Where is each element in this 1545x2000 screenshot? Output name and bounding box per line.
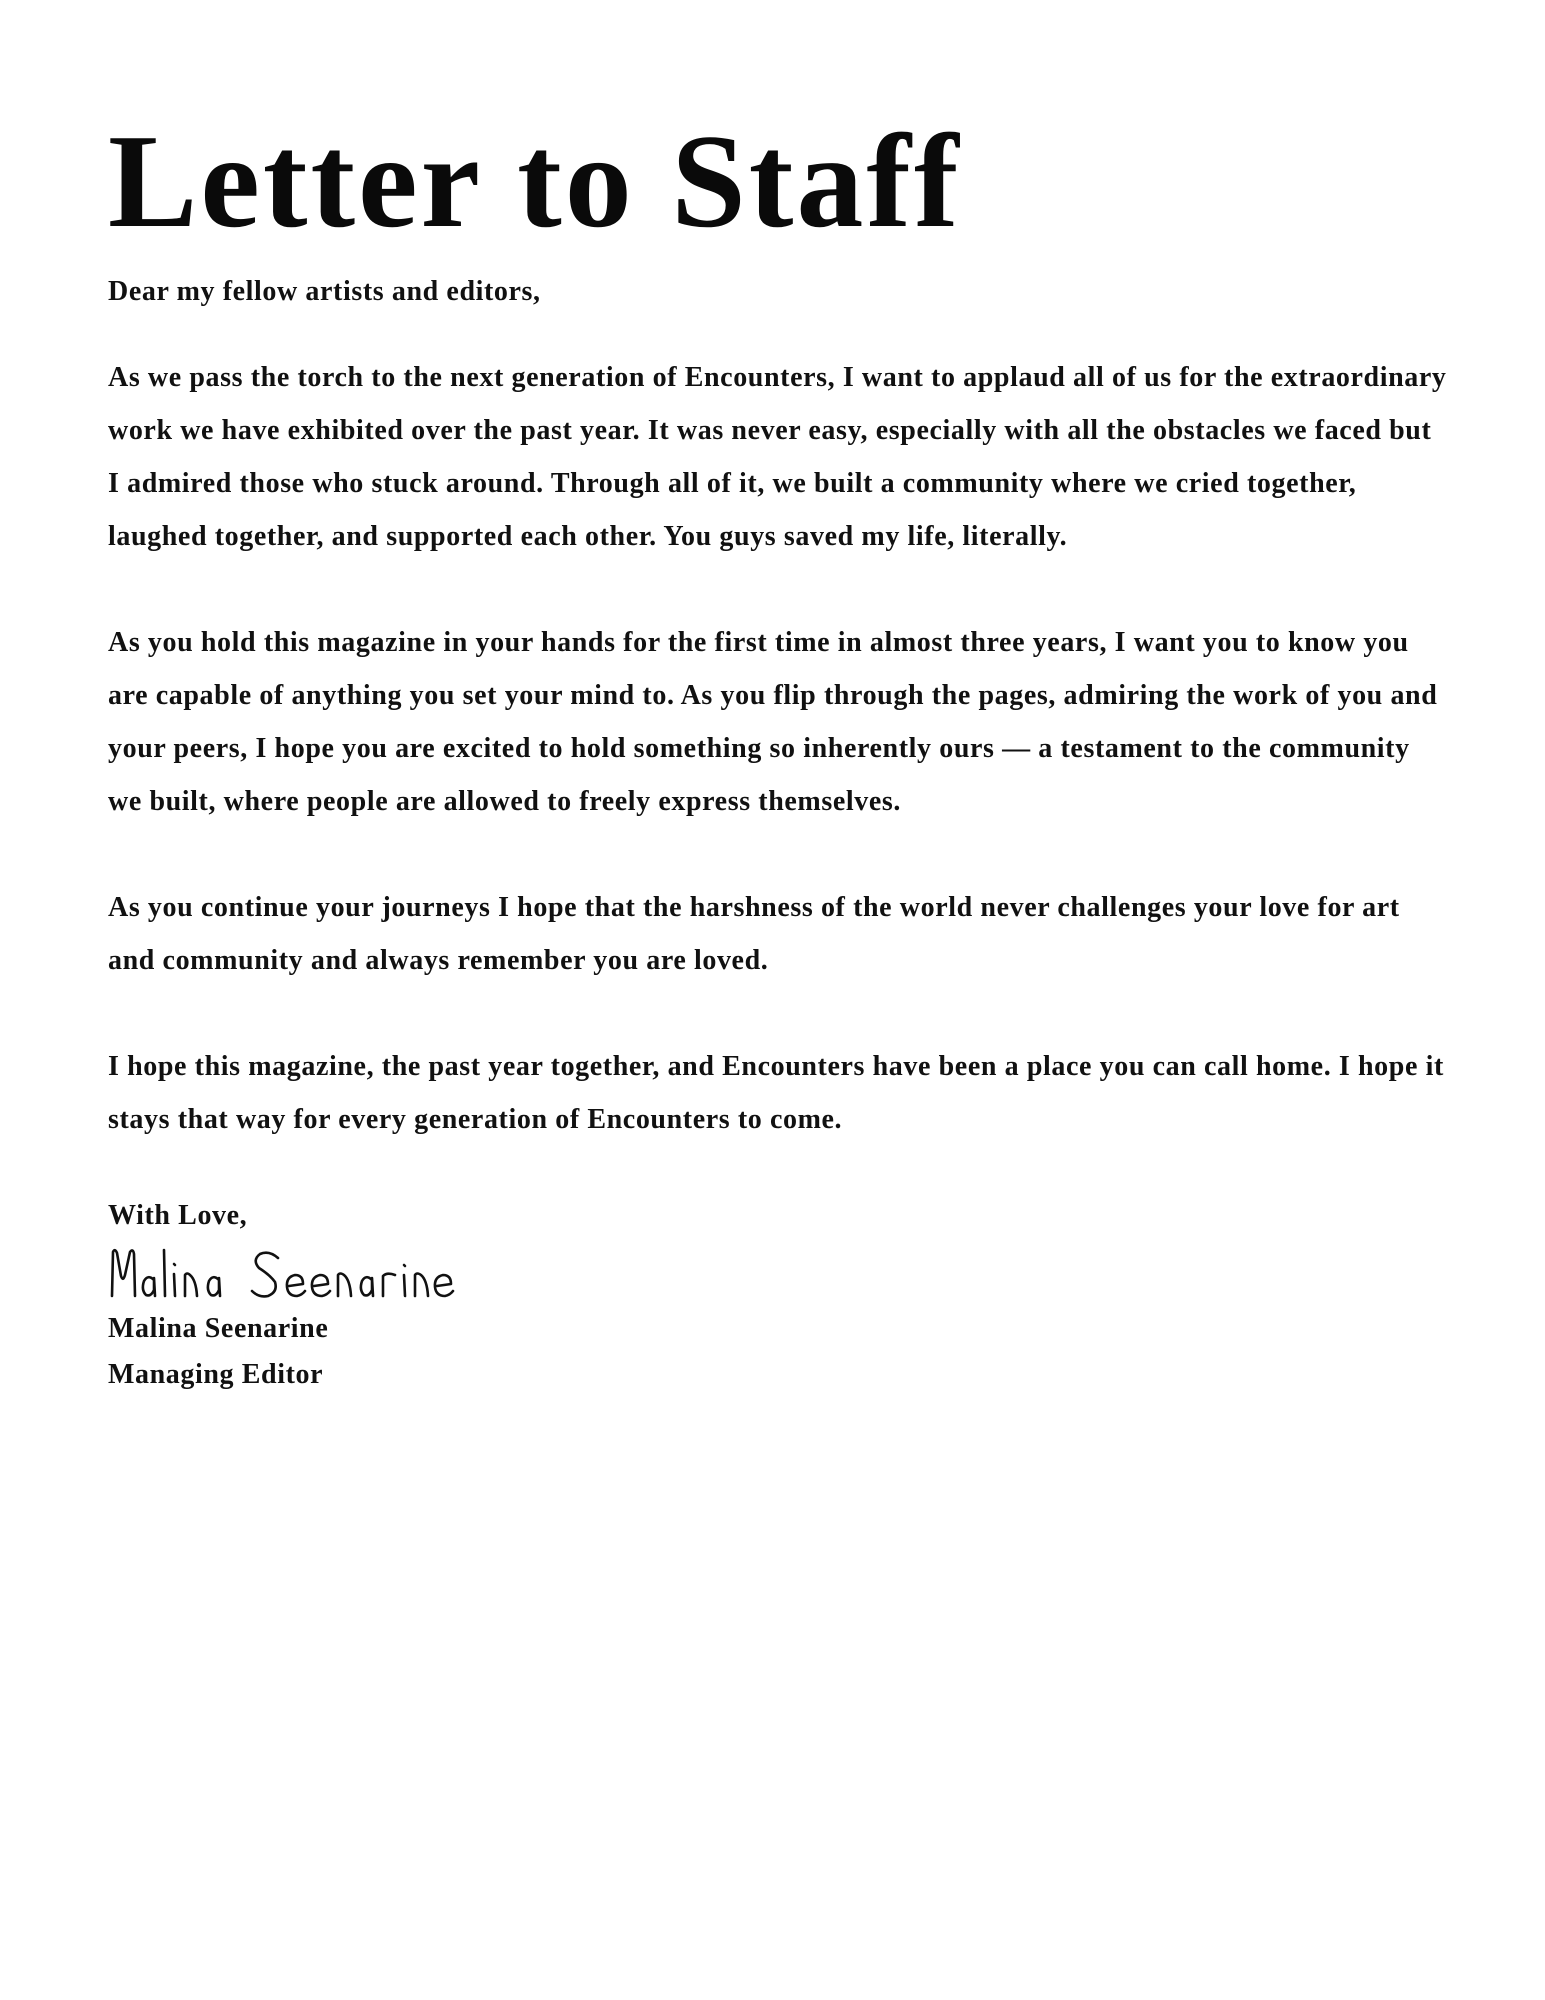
letter-title: Letter to Staff: [108, 107, 962, 255]
letter-paragraph-2: As you hold this magazine in your hands for the first time in almost three years, I want you to know you are capable of anything you set your mind to. As you flip through the pages, admiring the work of you and your peers, I hope you are excited to hold something so inherently ours — a testament to the community we built, where people are allowed to freely express themselves.: [108, 627, 1438, 817]
signer-title: Managing Editor: [108, 1359, 324, 1390]
letter-page: [108, 0, 1448, 1398]
letter-paragraph-1: As we pass the torch to the next generation of Encounters, I want to applaud all of us for the extraordinary work we have exhibited over the past year. It was never easy, especially with all the obstacles we faced but I admired those who stuck around. Through all of it, we built a community where we cried together, laughed together, and supported each other. You guys saved my life, literally.: [108, 362, 1447, 552]
letter-closing: With Love,: [108, 1200, 248, 1231]
letter-salutation: Dear my fellow artists and editors,: [108, 276, 541, 307]
signer-name: Malina Seenarine: [108, 1313, 329, 1344]
handwritten-signature: [106, 1238, 486, 1304]
letter-paragraph-3: As you continue your journeys I hope that the harshness of the world never challenges your love for art and community and always remember you are loved.: [108, 892, 1400, 976]
letter-paragraph-4: I hope this magazine, the past year together, and Encounters have been a place you can call home. I hope it stays that way for every generation of Encounters to come.: [108, 1051, 1444, 1135]
